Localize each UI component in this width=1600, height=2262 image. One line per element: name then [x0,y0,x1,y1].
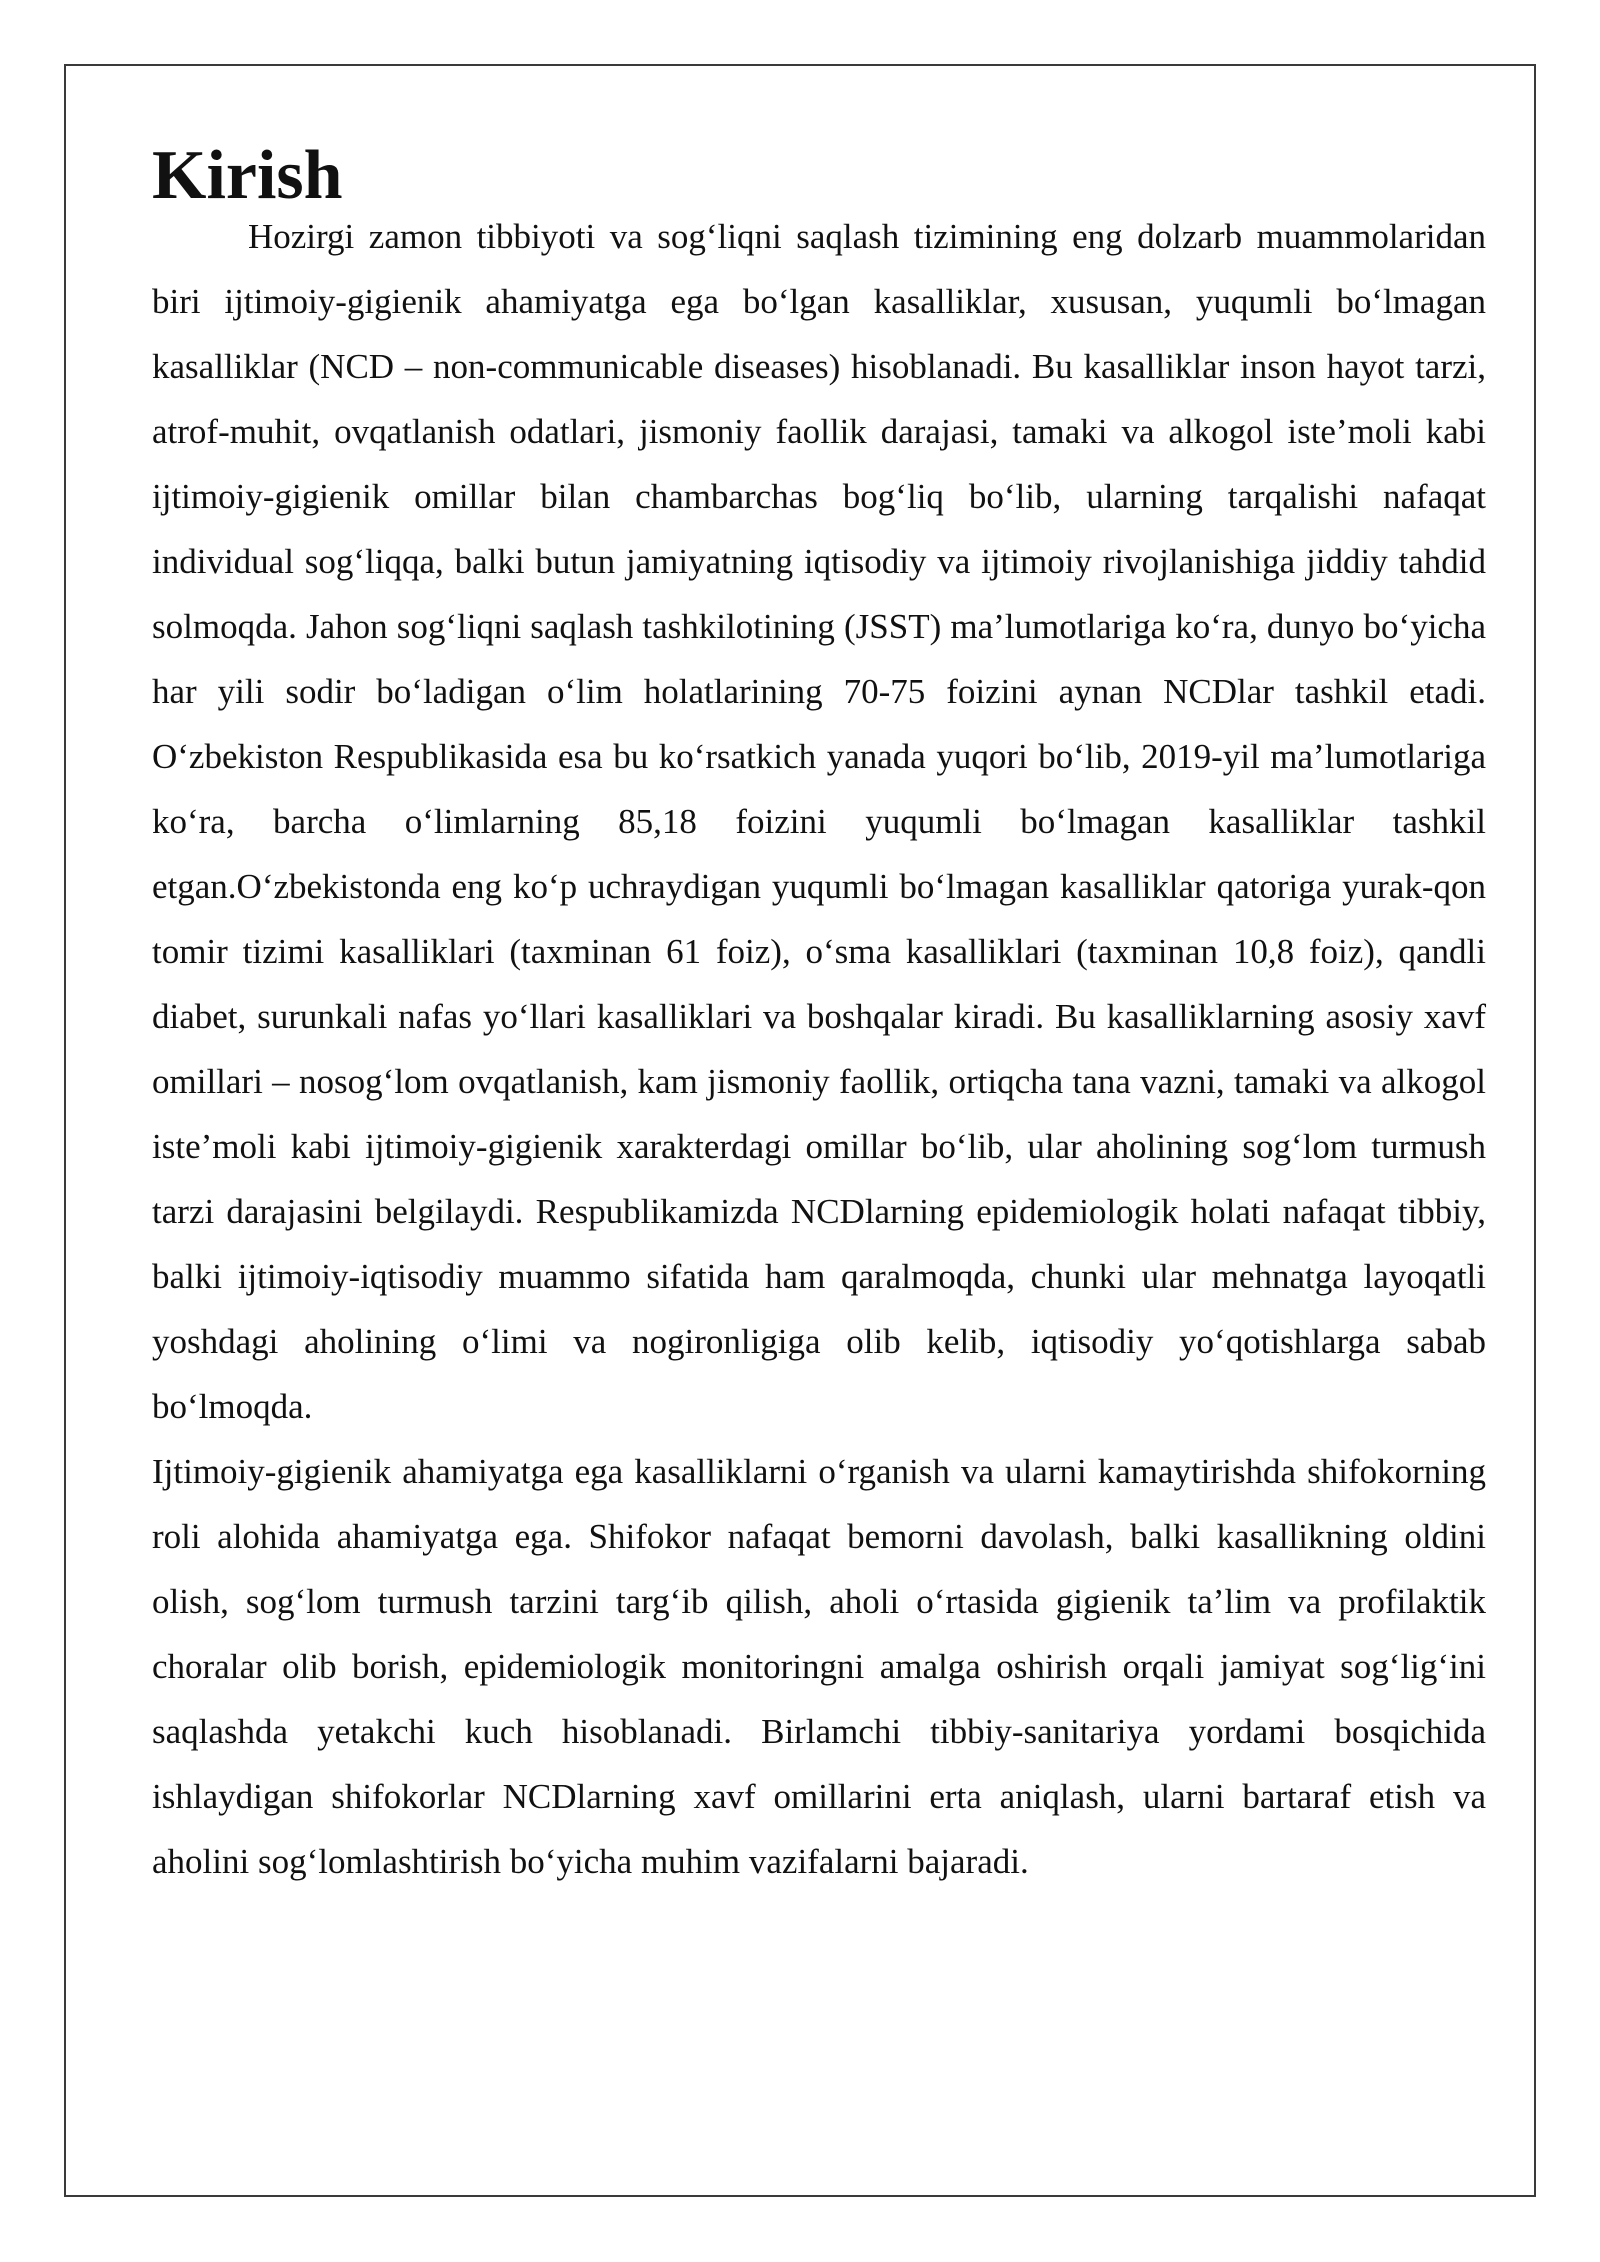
section-heading: Kirish [152,137,343,214]
document-body [152,137,1486,1894]
paragraph-intro: Hozirgi zamon tibbiyoti va sog‘liqni saqlash tizimining eng dolzarb muammolaridan biri ijtimoiy-gigienik ahamiyatga ega bo‘lgan kasalliklar, xususan, yuqumli bo‘lmagan kasalliklar (NCD – non-communicable diseases) hisoblanadi. Bu kasalliklar inson hayot tarzi, atrof-muhit, ovqatlanish odatlari, jismoniy faollik darajasi, tamaki va alkogol iste’moli kabi ijtimoiy-gigienik omillar bilan chambarchas bog‘liq bo‘lib, ularning tarqalishi nafaqat individual sog‘liqqa, balki butun jamiyatning iqtisodiy va ijtimoiy rivojlanishiga jiddiy tahdid solmoqda. Jahon sog‘liqni saqlash tashkilotining (JSST) ma’lumotlariga ko‘ra, dunyo bo‘yicha har yili sodir bo‘ladigan o‘lim holatlarining 70-75 foizini aynan NCDlar tashkil etadi. O‘zbekiston Respublikasida esa bu ko‘rsatkich yanada yuqori bo‘lib, 2019-yil ma’lumotlariga ko‘ra, barcha o‘limlarning 85,18 foizini yuqumli bo‘lmagan kasalliklar tashkil etgan.O‘zbekistonda eng ko‘p uchraydigan yuqumli bo‘lmagan kasalliklar qatoriga yurak-qon tomir tizimi kasalliklari (taxminan 61 foiz), o‘sma kasalliklari (taxminan 10,8 foiz), qandli diabet, surunkali nafas yo‘llari kasalliklari va boshqalar kiradi. Bu kasalliklarning asosiy xavf omillari – nosog‘lom ovqatlanish, kam jismoniy faollik, ortiqcha tana vazni, tamaki va alkogol iste’moli kabi ijtimoiy-gigienik xarakterdagi omillar bo‘lib, ular aholining sog‘lom turmush tarzi darajasini belgilaydi. Respublikamizda NCDlarning epidemiologik holati nafaqat tibbiy, balki ijtimoiy-iqtisodiy muammo sifatida ham qaralmoqda, chunki ular mehnatga layoqatli yoshdagi aholining o‘limi va nogironligiga olib kelib, iqtisodiy yo‘qotishlarga sabab bo‘lmoqda. [152,217,1486,1426]
paragraph-doctor-role: Ijtimoiy-gigienik ahamiyatga ega kasalliklarni o‘rganish va ularni kamaytirishda shifokorning roli alohida ahamiyatga ega. Shifokor nafaqat bemorni davolash, balki kasallikning oldini olish, sog‘lom turmush tarzini targ‘ib qilish, aholi o‘rtasida gigienik ta’lim va profilaktik choralar olib borish, epidemiologik monitoringni amalga oshirish orqali jamiyat sog‘lig‘ini saqlashda yetakchi kuch hisoblanadi. Birlamchi tibbiy-sanitariya yordami bosqichida ishlaydigan shifokorlar NCDlarning xavf omillarini erta aniqlash, ularni bartaraf etish va aholini sog‘lomlashtirish bo‘yicha muhim vazifalarni bajaradi. [152,1452,1486,1881]
